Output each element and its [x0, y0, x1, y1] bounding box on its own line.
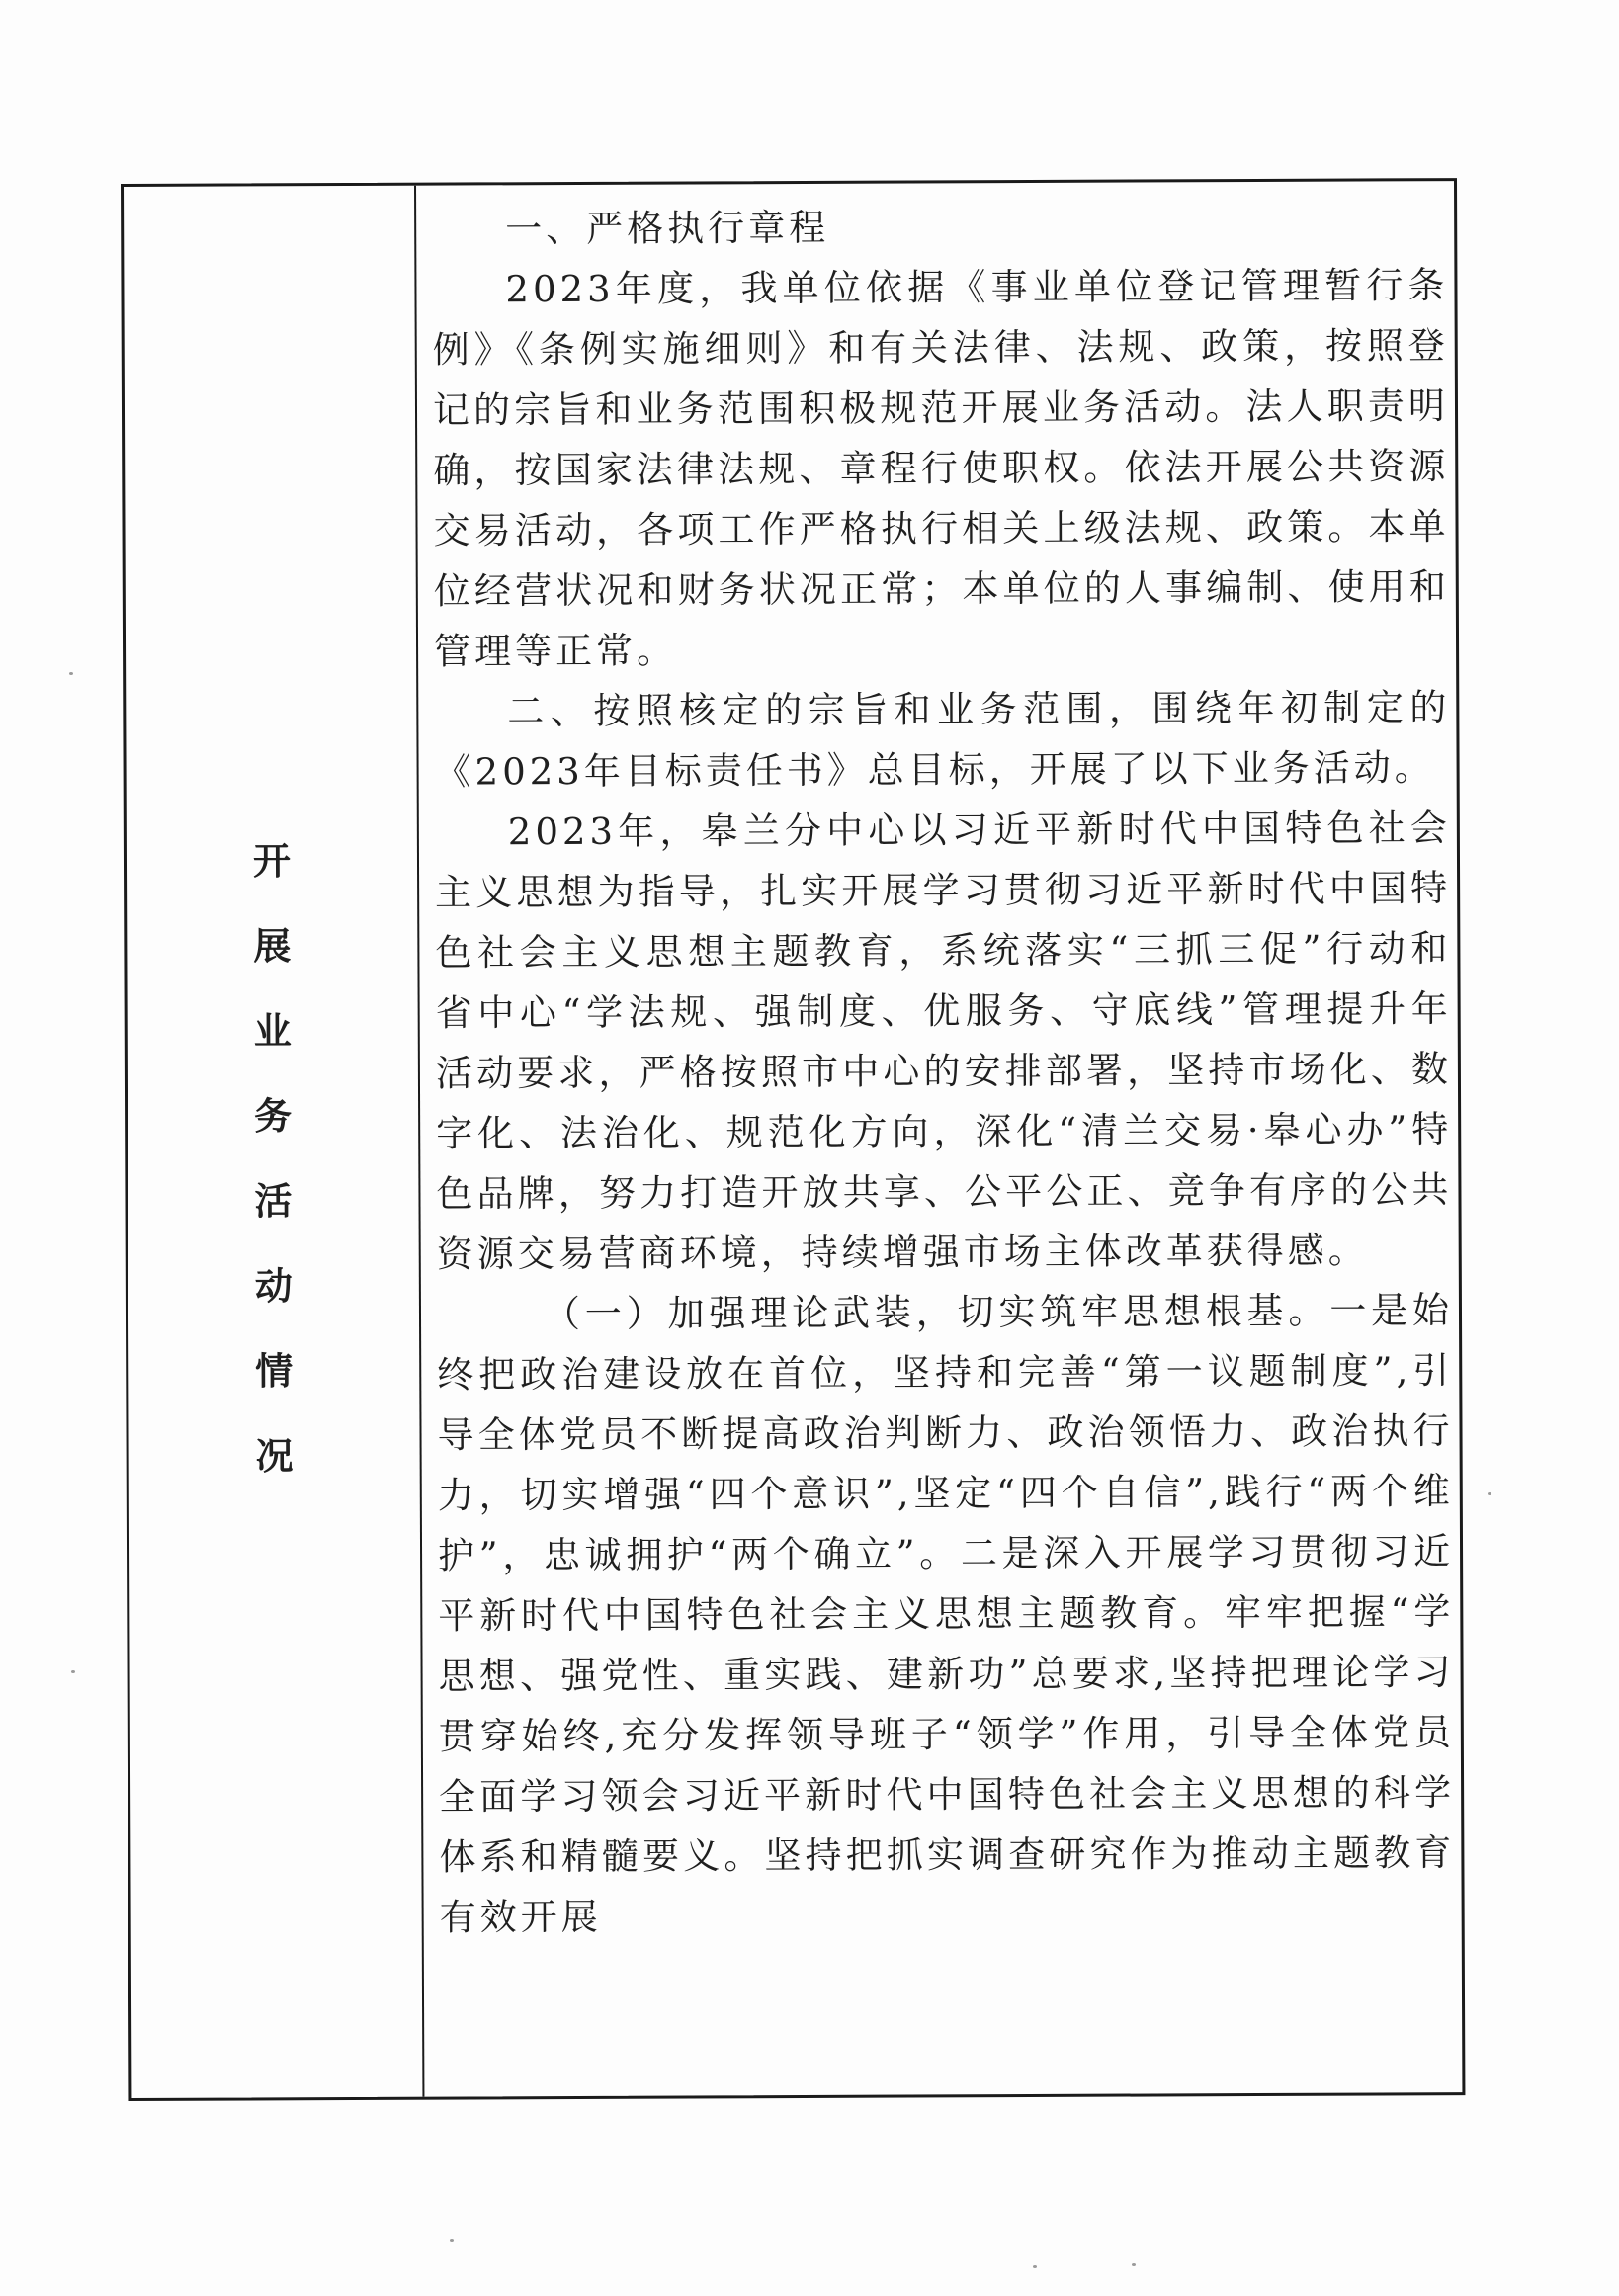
content-cell: [432, 195, 1456, 2077]
scan-speck: [71, 1670, 75, 1673]
row-label-char: 务: [254, 1094, 293, 1139]
scan-speck: [1132, 2263, 1136, 2266]
row-label-cell: [124, 186, 422, 2098]
scan-speck: [1488, 1492, 1491, 1495]
row-label-char: 情: [255, 1349, 294, 1394]
scan-speck: [69, 672, 73, 675]
section-heading-1: 一、严格执行章程: [505, 206, 830, 251]
paragraph-4: （一）加强理论武装，切实筑牢思想根基。一是始终把政治建设放在首位，坚持和完善“第一议题制度”,引导全体党员不断提高政治判断力、政治领悟力、政治执行力，切实增强“四个意识”,坚定“四个自信”,践行“两个维护”，忠诚拥护“两个确立”。二是深入开展学习贯彻习近平新时代中国特色社会主义思想主题教育。牢牢把握“学思想、强党性、重实践、建新功”总要求,坚持把理论学习贯穿始终,充分发挥领导班子“领学”作用，引导全体党员全面学习领会习近平新时代中国特色社会主义思想的科学体系和精髓要义。坚持把抓实调查研究作为推动主题教育有效开展: [437, 1289, 1456, 1939]
scan-speck: [1033, 2265, 1037, 2268]
paragraph-1: 2023年度，我单位依据《事业单位登记管理暂行条例》《条例实施细则》和有关法律、法规、政策，按照登记的宗旨和业务范围积极规范开展业务活动。法人职责明确，按国家法律法规、章程行使职权。依法开展公共资源交易活动，各项工作严格执行相关上级法规、政策。本单位经营状况和财务状况正常；本单位的人事编制、使用和管理等正常。: [432, 264, 1450, 673]
row-label: [127, 818, 420, 1499]
row-label-char: 开: [252, 839, 292, 884]
paragraph-2: 二、按照核定的宗旨和业务范围，围绕年初制定的《2023年目标责任书》总目标，开展了以下业务活动。: [434, 686, 1451, 794]
row-label-char: 展: [253, 924, 292, 969]
scan-speck: [450, 2239, 454, 2242]
row-label-char: 动: [254, 1264, 293, 1309]
row-label-char: 业: [253, 1009, 292, 1054]
row-label-char: 活: [254, 1179, 293, 1224]
row-label-char: 况: [255, 1434, 294, 1479]
paragraph-3: 2023年，皋兰分中心以习近平新时代中国特色社会主义思想为指导，扎实开展学习贯彻习近平新时代中国特色社会主义思想主题教育，系统落实“三抓三促”行动和省中心“学法规、强制度、优服务、守底线”管理提升年活动要求，严格按照市中心的安排部署，坚持市场化、数字化、法治化、规范化方向，深化“清兰交易·皋心办”特色品牌，努力打造开放共享、公平公正、竞争有序的公共资源交易营商环境，持续增强市场主体改革获得感。: [435, 807, 1453, 1276]
form-table: [121, 178, 1465, 2101]
